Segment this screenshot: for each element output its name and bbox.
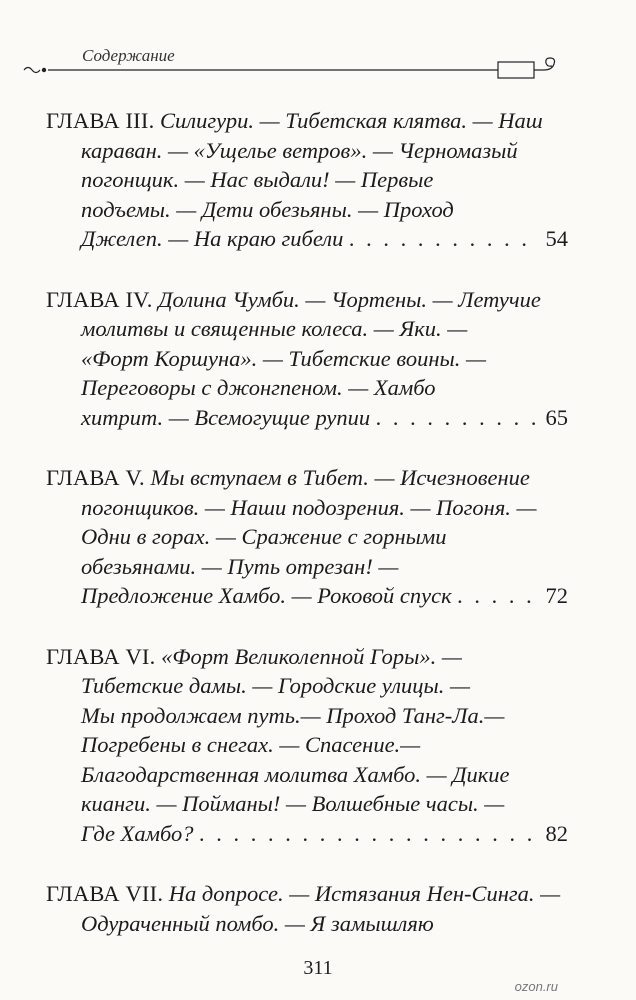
chapter-line: Силигури. — Тибетская клятва. — Наш: [160, 108, 543, 133]
chapter-line: подъемы. — Дети обезьяны. — Проход: [81, 196, 454, 222]
page-ref: 72: [545, 583, 568, 608]
chapter-line: Одураченный помбо. — Я замышляю: [81, 910, 434, 936]
chapter-line: обезьянами. — Путь отрезан! —: [81, 553, 399, 579]
page-ref: 54: [545, 226, 568, 251]
chapter-line: «Форт Коршуна». — Тибетские воины. —: [81, 345, 486, 371]
toc-entry-chapter-7: [46, 879, 568, 938]
chapter-line: молитвы и священные колеса. — Яки. —: [81, 316, 468, 341]
chapter-line: Переговоры с джонгпеном. — Хамбо: [81, 375, 436, 400]
toc-entry-chapter-4: [46, 285, 568, 433]
chapter-line: погонщиков. — Наши подозрения. — Погоня. —: [81, 494, 537, 520]
leader-dots: [200, 819, 540, 849]
chapter-line: Одни в горах. — Сражение с горными: [81, 524, 447, 549]
toc-entry-chapter-3: [46, 106, 568, 254]
toc-entry-chapter-5: [46, 463, 568, 611]
page-number: 311: [303, 957, 333, 979]
chapter-line: Предложение Хамбо. — Роковой спуск: [81, 583, 452, 608]
chapter-label: ГЛАВА V.: [46, 465, 145, 490]
watermark: ozon.ru: [514, 979, 558, 994]
chapter-line: Где Хамбо?: [81, 820, 194, 846]
chapter-line: Мы вступаем в Тибет. — Исчезновение: [150, 465, 530, 490]
chapter-line: Погребены в снегах. — Спасение.—: [81, 732, 421, 757]
table-of-contents: [46, 106, 568, 969]
header-ornament-rule: [20, 50, 580, 84]
chapter-line: Мы продолжаем путь.— Проход Танг-Ла.—: [81, 702, 505, 728]
chapter-line: Тибетские дамы. — Городские улицы. —: [81, 673, 470, 698]
page-ref: 65: [545, 404, 568, 430]
leader-dots: [376, 403, 539, 433]
chapter-label: ГЛАВА VI.: [46, 643, 156, 669]
chapter-line: Джелеп. — На краю гибели: [81, 226, 344, 251]
ornament-right-scroll: [534, 58, 555, 70]
chapter-line: Благодарственная молитва Хамбо. — Дикие: [81, 761, 510, 787]
chapter-line: На допросе. — Истязания Нен-Синга. —: [168, 881, 561, 906]
running-header-title: Содержание: [82, 46, 175, 65]
page-ref: 82: [545, 820, 568, 846]
chapter-line: погонщик. — Нас выдали! — Первые: [81, 167, 434, 192]
chapter-line: Долина Чумби. — Чортены. — Летучие: [158, 286, 541, 312]
ornament-right-box: [498, 62, 534, 78]
toc-entry-chapter-6: [46, 642, 568, 849]
chapter-line: «Форт Великолепной Горы». —: [161, 643, 462, 669]
chapter-label: ГЛАВА III.: [46, 108, 155, 133]
leader-dots: [349, 224, 539, 254]
chapter-line: хитрит. — Всемогущие рупии: [81, 404, 371, 430]
ornament-left-scroll: [24, 68, 40, 73]
leader-dots: [458, 581, 540, 611]
chapter-line: кианги. — Пойманы! — Волшебные часы. —: [81, 791, 505, 816]
chapter-label: ГЛАВА IV.: [46, 286, 153, 312]
chapter-label: ГЛАВА VII.: [46, 881, 164, 906]
chapter-line: караван. — «Ущелье ветров». — Черномазый: [81, 137, 518, 163]
